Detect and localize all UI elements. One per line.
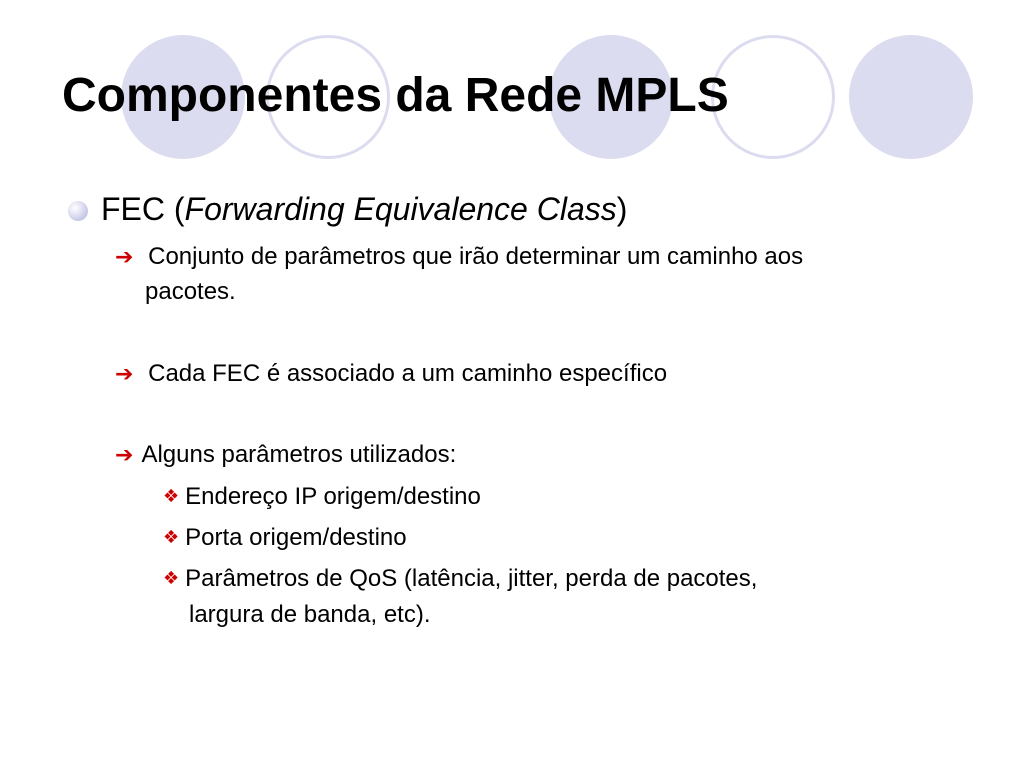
sub-bullet-conjunto <box>115 240 955 309</box>
sub-bullet-text: Conjunto de parâmetros que irão determinar um caminho aos <box>141 243 804 270</box>
param-item-qos <box>163 561 963 633</box>
param-item-endereco-ip <box>163 479 481 515</box>
fec-suffix: ) <box>616 191 628 227</box>
arrow-right-icon: ➔ <box>115 443 134 468</box>
param-text-continuation: largura de banda, etc). <box>189 601 431 628</box>
sub-bullet-text-continuation: pacotes. <box>145 278 236 305</box>
arrow-right-icon: ➔ <box>115 362 134 387</box>
param-item-porta <box>163 520 407 556</box>
fec-prefix: FEC ( <box>101 191 185 227</box>
diamond-bullet-icon: ❖ <box>163 486 180 507</box>
slide-title: Componentes da Rede MPLS <box>62 69 729 122</box>
decorative-circle-filled <box>849 35 973 159</box>
circle-bullet-icon <box>68 201 88 221</box>
diamond-bullet-icon: ❖ <box>163 568 180 589</box>
sub-bullet-text: Alguns parâmetros utilizados: <box>141 441 457 468</box>
param-text: Endereço IP origem/destino <box>185 483 481 510</box>
arrow-right-icon: ➔ <box>115 245 134 270</box>
decorative-circle-outline <box>711 35 835 159</box>
param-text: Parâmetros de QoS (latência, jitter, perda de pacotes, <box>185 565 758 592</box>
param-text: Porta origem/destino <box>185 524 407 551</box>
sub-bullet-cada-fec <box>115 357 667 392</box>
bullet-fec-text <box>101 189 627 229</box>
diamond-bullet-icon: ❖ <box>163 527 180 548</box>
sub-bullet-text: Cada FEC é associado a um caminho específico <box>141 360 668 387</box>
sub-bullet-alguns-parametros <box>115 438 456 473</box>
fec-expansion: Forwarding Equivalence Class <box>184 191 617 227</box>
